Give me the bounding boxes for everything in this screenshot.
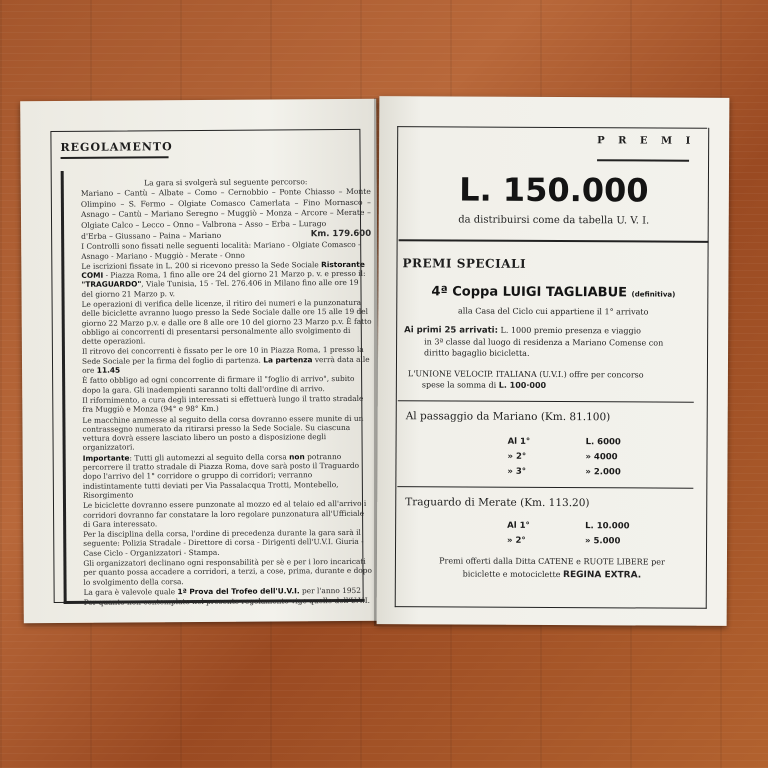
sponsor-footer: Premi offerti dalla Ditta CATENE e RUOTE LIBERE per biciclette e motociclette REGINA EXTRA. [439,556,665,581]
iscrizioni-text: Le iscrizioni fissate in L. 200 si ricevono presso la Sede Sociale Ristorante COMI - Piazza Roma, 1 fino alle ore 24 del giorno 21 Marzo p. v. e presso il: "TRAGUARDO", Viale Tunisia, 15 - Tel. 276.406 in Milano fino alle ore 19 del giorno 21 Marzo p. v. [81,259,366,299]
regolamento-body [81,177,374,609]
route-last: d'Erba – Giussano – Paina – Mariano [81,230,222,241]
verifica-text: Le operazioni di verifica delle licenze, il ritiro dei numeri e la punzonatura delle biciclette avranno luogo presso la Sede Sociale dalle ore 15 alle 19 del giorno 22 Marzo p.v. e dalle ore 8 alle ore 10 del giorno 23 Marzo p.v. È fatto obbligo ai concorrenti di presentarsi personalmente allo svolgimento di dette operazioni. [81,297,372,347]
table-row: » 2° » 5.000 [507,535,621,547]
macchine-text: Le macchine ammesse al seguito della corsa dovranno essere munite di un contrassegno numerato da ritirarsi presso la Sede Sociale. Su ciascuna vettura dovrà essere lasciato libero un posto a disposizione degli organizzatori. [82,413,364,453]
norme-text: Per quanto non contemplato nel presente regolamento vige quello dell'U.V.I. [83,596,371,608]
premi-title: P R E M I [597,135,696,147]
coppa-title: 4ª Coppa LUIGI TAGLIABUE (definitiva) [431,284,676,301]
table-row: » 3° » 2.000 [507,466,621,478]
left-page [20,99,380,623]
route-intro: La gara si svolgerà sul seguente percorso: [144,177,308,188]
route-text: Mariano – Cantù – Albate – Como – Cernobbio – Ponte Chiasso – Monte Olimpino – S. Fermo – Olgiate Comasco Camerlata – Fino Mornasco – Asnago – Cantù – Mariano Seregno – Muggiò – Monza – Arcore – Merate – Olgiate Calco – Lecco – Onno – Valbrona – Asso – Erba – Lurago [80,187,371,230]
special-prizes-title: PREMI SPECIALI [402,256,527,271]
mariano-title: Al passaggio da Mariano (Km. 81.100) [405,410,611,424]
coppa-subtitle: alla Casa del Ciclo cui appartiene il 1° arrivato [458,306,649,317]
responsabilita-text: Gli organizzatori declinano ogni responsabilità per sè e per i loro incaricati per quanto possa accadere a corridori, a terzi, a cose, prima, durante e dopo lo svolgimento della corsa. [83,556,372,587]
merate-table [377,520,727,552]
merate-title: Traguardo di Merate (Km. 113.20) [405,496,590,510]
table-row: » 2° » 4000 [507,451,618,463]
disciplina-text: Per la disciplina della corsa, l'ordine di precedenza durante la gara sarà il seguente: Polizia Stradale - Direttore di corsa - Dirigenti dell'U.V.I. Giuria - Case Ciclo - Organizzatori - Stampa. [83,528,364,558]
regolamento-title: REGOLAMENTO [60,140,173,154]
ritrovo-text: Il ritrovo dei concorrenti è fissato per le ore 10 in Piazza Roma, 1 presso la Sede Sociale per la firma del foglio di partenza. La partenza verrà data alle ore 11.45 [81,345,370,375]
right-page [377,96,730,626]
uvi-block: L'UNIONE VELOCIP. ITALIANA (U.V.I.) offre per concorso spese la somma di L. 100·000 [407,369,644,390]
controls-text: I Controlli sono fissati nelle seguenti località: Mariano - Olgiate Comasco - Asnago - Mariano - Muggiò - Merate - Onno [81,240,361,261]
arrivati-block: Ai primi 25 arrivati: L. 1000 premio presenza e viaggio in 3ª classe dal luogo di residenza a Mariano Comense con diritto bagaglio bicicletta. [404,325,664,358]
punzonatura-text: Le biciclette dovranno essere punzonate al mozzo ed al telaio ed all'arrivo i corridori dovranno far constatare la loro regolare punzonatura all'Ufficiale di Gara interessato. [82,499,367,529]
foglio-arrivo-text: È fatto obbligo ad ogni concorrente di firmare il "foglio di arrivo", subito dopo la gara. Gli inadempienti saranno tolti dall'ordine di arrivo. [82,374,355,395]
table-row: Al 1° L. 6000 [507,436,621,448]
table-row: Al 1° L. 10.000 [507,520,630,532]
mariano-table [377,436,727,483]
importante-text: Importante: Tutti gli automezzi al seguito della corsa non potranno percorrere il tratto stradale di Piazza Roma, dove sarà posto il Traguardo dopo l'arrivo del 1° corridore o gruppo di corridori; verranno indistintamente tutti deviati per Via Passalacqua Trotti, Montebello, Risorgimento [82,451,360,500]
trofeo-text: La gara è valevole quale 1ª Prova del Trofeo dell'U.V.I. per l'anno 1952 [83,585,361,597]
route-km: Km. 179.600 [310,228,372,240]
rifornimento-text: Il rifornimento, a cura degli interessati si effettuerà lungo il tratto stradale fra Muggiò e Monza (94° e 98° Km.) [82,393,364,415]
total-prize-amount: L. 150.000 [459,170,649,210]
total-prize-subtitle: da distribuirsi come da tabella U. V. I. [458,214,650,227]
